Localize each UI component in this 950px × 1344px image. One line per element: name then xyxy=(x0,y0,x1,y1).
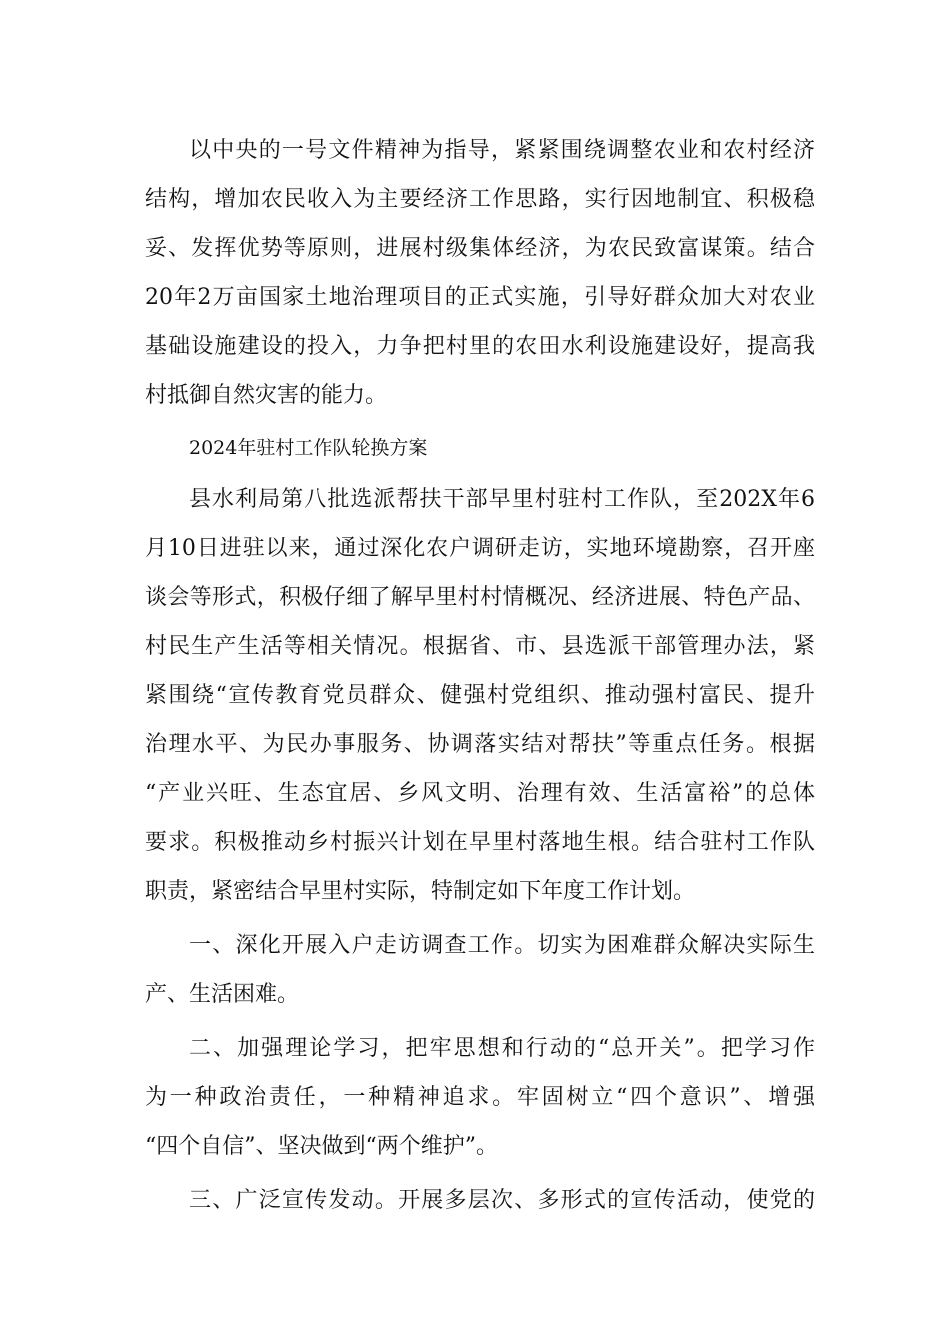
section-heading: 2024年驻村工作队轮换方案 xyxy=(189,437,428,459)
text-line: 结构，增加农民收入为主要经济工作思路，实行因地制宜、积极稳 xyxy=(145,187,815,212)
text-line: 20年2万亩国家土地治理项目的正式实施，引导好群众加大对农业 xyxy=(145,285,815,310)
text-line: 村抵御自然灾害的能力。 xyxy=(145,383,388,408)
text-line: 以中央的一号文件精神为指导，紧紧围绕调整农业和农村经济 xyxy=(189,138,815,163)
text-line: 为一种政治责任，一种精神追求。牢固树立“四个意识”、增强 xyxy=(145,1085,815,1110)
text-line: 二、加强理论学习，把牢思想和行动的“总开关”。把学习作 xyxy=(189,1036,815,1061)
text-line: 一、深化开展入户走访调查工作。切实为困难群众解决实际生 xyxy=(189,933,815,958)
text-line: 县水利局第八批选派帮扶干部早里村驻村工作队，至202X年6 xyxy=(189,487,815,512)
text-line: 谈会等形式，积极仔细了解早里村村情概况、经济进展、特色产品、 xyxy=(145,585,815,610)
text-line: 职责，紧密结合早里村实际，特制定如下年度工作计划。 xyxy=(145,879,696,904)
text-line: 三、广泛宣传发动。开展多层次、多形式的宣传活动，使党的 xyxy=(189,1188,815,1213)
text-line: 月10日进驻以来，通过深化农户调研走访，实地环境勘察，召开座 xyxy=(145,536,815,561)
text-line: 紧围绕“宣传教育党员群众、健强村党组织、推动强村富民、提升 xyxy=(145,683,815,708)
text-line: 要求。积极推动乡村振兴计划在早里村落地生根。结合驻村工作队 xyxy=(145,830,815,855)
text-line: 基础设施建设的投入，力争把村里的农田水利设施建设好，提高我 xyxy=(145,334,815,359)
text-line: 产、生活困难。 xyxy=(145,982,300,1007)
text-line: 治理水平、为民办事服务、协调落实结对帮扶”等重点任务。根据 xyxy=(145,732,815,757)
text-line: “产业兴旺、生态宜居、乡风文明、治理有效、生活富裕”的总体 xyxy=(145,781,815,806)
text-line: “四个自信”、坚决做到“两个维护”。 xyxy=(145,1134,498,1159)
text-line: 妥、发挥优势等原则，进展村级集体经济，为农民致富谋策。结合 xyxy=(145,236,815,261)
text-line: 村民生产生活等相关情况。根据省、市、县选派干部管理办法，紧 xyxy=(145,634,815,659)
